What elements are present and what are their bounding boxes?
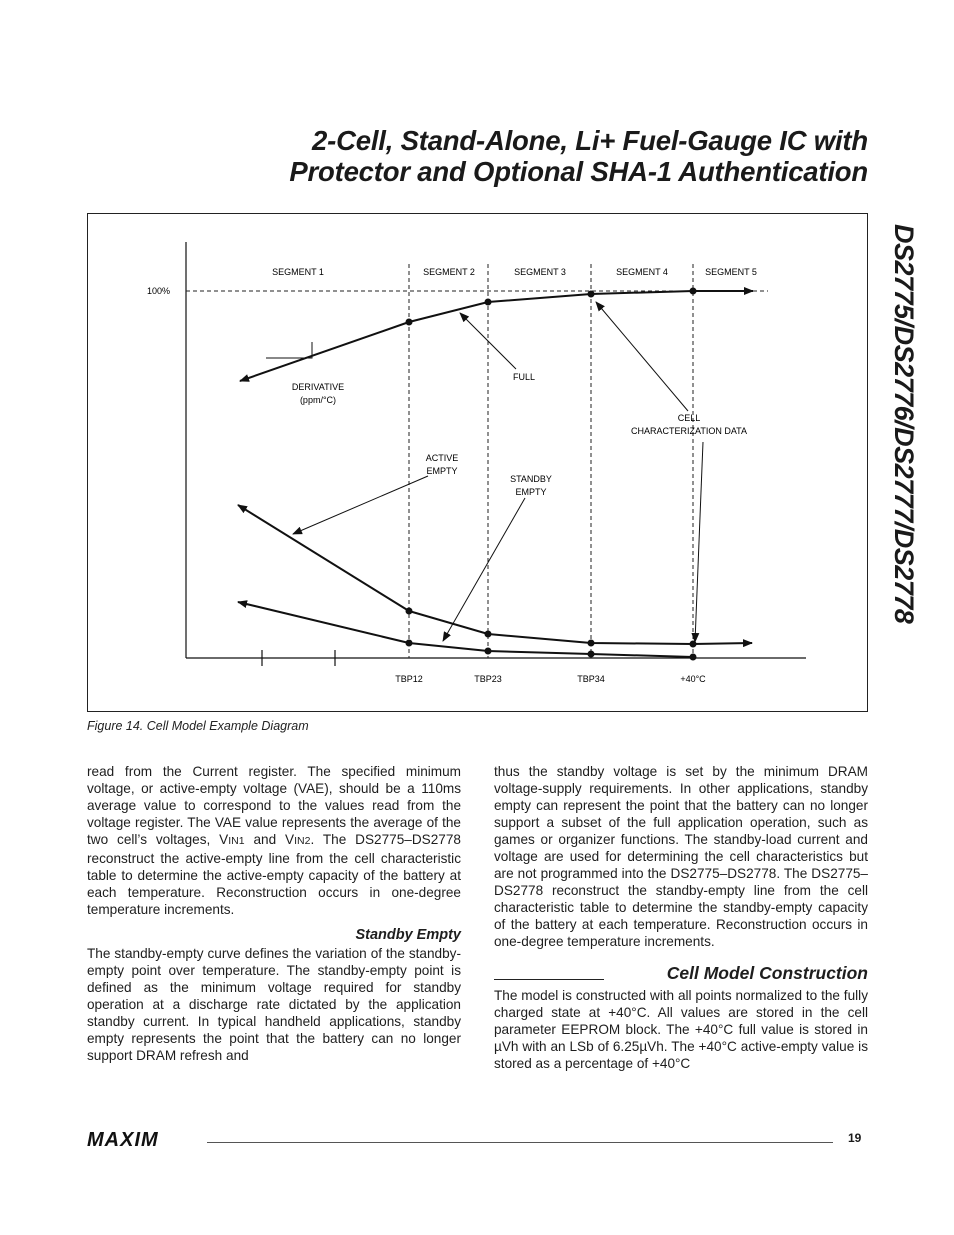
left-paragraph-1: read from the Current register. The specified minimum voltage, or active-empty voltage (VAE), should be a 110ms average value to correspond to the values read from the voltage register. The VAE value represents the average of the two cell’s voltages, VIN1 and VIN2. The DS2775–DS2778 reconstruct the active-empty line from the cell characteristic table to determine the active-empty capacity of the battery at each temperature. Reconstruction occurs in one-degree temperature increments. (87, 764, 461, 917)
full-curve (240, 288, 753, 382)
x-tick-tbp23: TBP23 (474, 674, 502, 684)
derivative-label: DERIVATIVE (291, 382, 345, 392)
active-empty-curve (238, 505, 752, 648)
right-paragraph-1: thus the standby voltage is set by the minimum DRAM voltage-supply requirements. In other applications, standby empty can represent the point that the battery can no longer support a subset of the full application operation, such as games or organizer functions. The standby-load current and voltage are used for determining the cell characteristics but are not programmed into the DS2775–DS2778. The DS2775–DS2778 reconstruct the standby-empty line from the cell characteristic table to determine the standby-empty capacity of the battery at each temperature. Reconstruction occurs in one-degree temperature increments. (494, 764, 868, 949)
cell-model-construction-heading: Cell Model Construction (494, 962, 868, 984)
standby-empty-label: EMPTY (515, 487, 547, 497)
cell-char-label: CELL (677, 413, 701, 423)
standby-label: STANDBY (510, 474, 552, 484)
segment-label-5: SEGMENT 5 (705, 267, 757, 277)
page-title (90, 125, 868, 187)
segment-dividers (186, 264, 768, 658)
standby-point-tbp34 (588, 651, 595, 658)
right-column (494, 763, 868, 1072)
derivative-marker (266, 342, 312, 358)
left-column (87, 763, 461, 1064)
segment-label-2: SEGMENT 2 (423, 267, 475, 277)
active-point-tbp12 (406, 608, 413, 615)
full-point-40c (690, 288, 697, 295)
full-point-tbp12 (406, 319, 413, 326)
segment-label-3: SEGMENT 3 (514, 267, 566, 277)
y-label-100: 100% (146, 286, 170, 296)
active-label: ACTIVE (425, 453, 459, 463)
title-line-2: Protector and Optional SHA-1 Authentication (289, 156, 868, 187)
x-tick-tbp34: TBP34 (577, 674, 605, 684)
figure-caption: Figure 14. Cell Model Example Diagram (87, 719, 309, 733)
segment-label-1: SEGMENT 1 (272, 267, 324, 277)
derivative-units-label: (ppm/°C) (299, 395, 337, 405)
active-point-tbp23 (485, 631, 492, 638)
cell-model-diagram (88, 214, 867, 711)
x-tick-tbp12: TBP12 (395, 674, 423, 684)
active-empty-label: EMPTY (426, 466, 458, 476)
svg-text:MAXIM: MAXIM (87, 1130, 159, 1148)
standby-point-tbp12 (406, 640, 413, 647)
side-title-text: DS2775/DS2776/DS2777/DS2778 (889, 224, 919, 624)
side-part-number-banner (889, 224, 919, 744)
full-label: FULL (512, 372, 536, 382)
standby-point-40c (690, 654, 697, 661)
title-line-1: 2-Cell, Stand-Alone, Li+ Fuel-Gauge IC with (312, 125, 868, 156)
full-point-tbp23 (485, 299, 492, 306)
cell-char-data-label: CHARACTERIZATION DATA (630, 426, 748, 436)
full-point-tbp34 (588, 291, 595, 298)
segment-label-4: SEGMENT 4 (616, 267, 668, 277)
left-paragraph-2: The standby-empty curve defines the variation of the standby-empty point over temperature. The standby-empty point is defined as the minimum voltage required for standby operation at a discharge rate dictated by the application standby current. In typical handheld applications, standby empty represents the point that the battery can no longer support DRAM refresh and (87, 946, 461, 1063)
maxim-logo (87, 1130, 199, 1148)
page-number: 19 (848, 1131, 862, 1145)
x-tick-40c: +40°C (680, 674, 706, 684)
cell-model-figure (87, 213, 868, 712)
active-point-tbp34 (588, 640, 595, 647)
footer-rule (207, 1142, 833, 1143)
annotation-arrows (293, 302, 703, 642)
right-paragraph-2: The model is constructed with all points normalized to the fully charged state at +40°C. All values are stored in the cell parameter EEPROM block. The +40°C full value is stored in µVh with an LSb of 6.25µVh. The +40°C active-empty value is stored as a percentage of +40°C (494, 988, 868, 1071)
standby-empty-curve (238, 602, 697, 661)
standby-empty-heading: Standby Empty (355, 927, 461, 943)
standby-point-tbp23 (485, 648, 492, 655)
